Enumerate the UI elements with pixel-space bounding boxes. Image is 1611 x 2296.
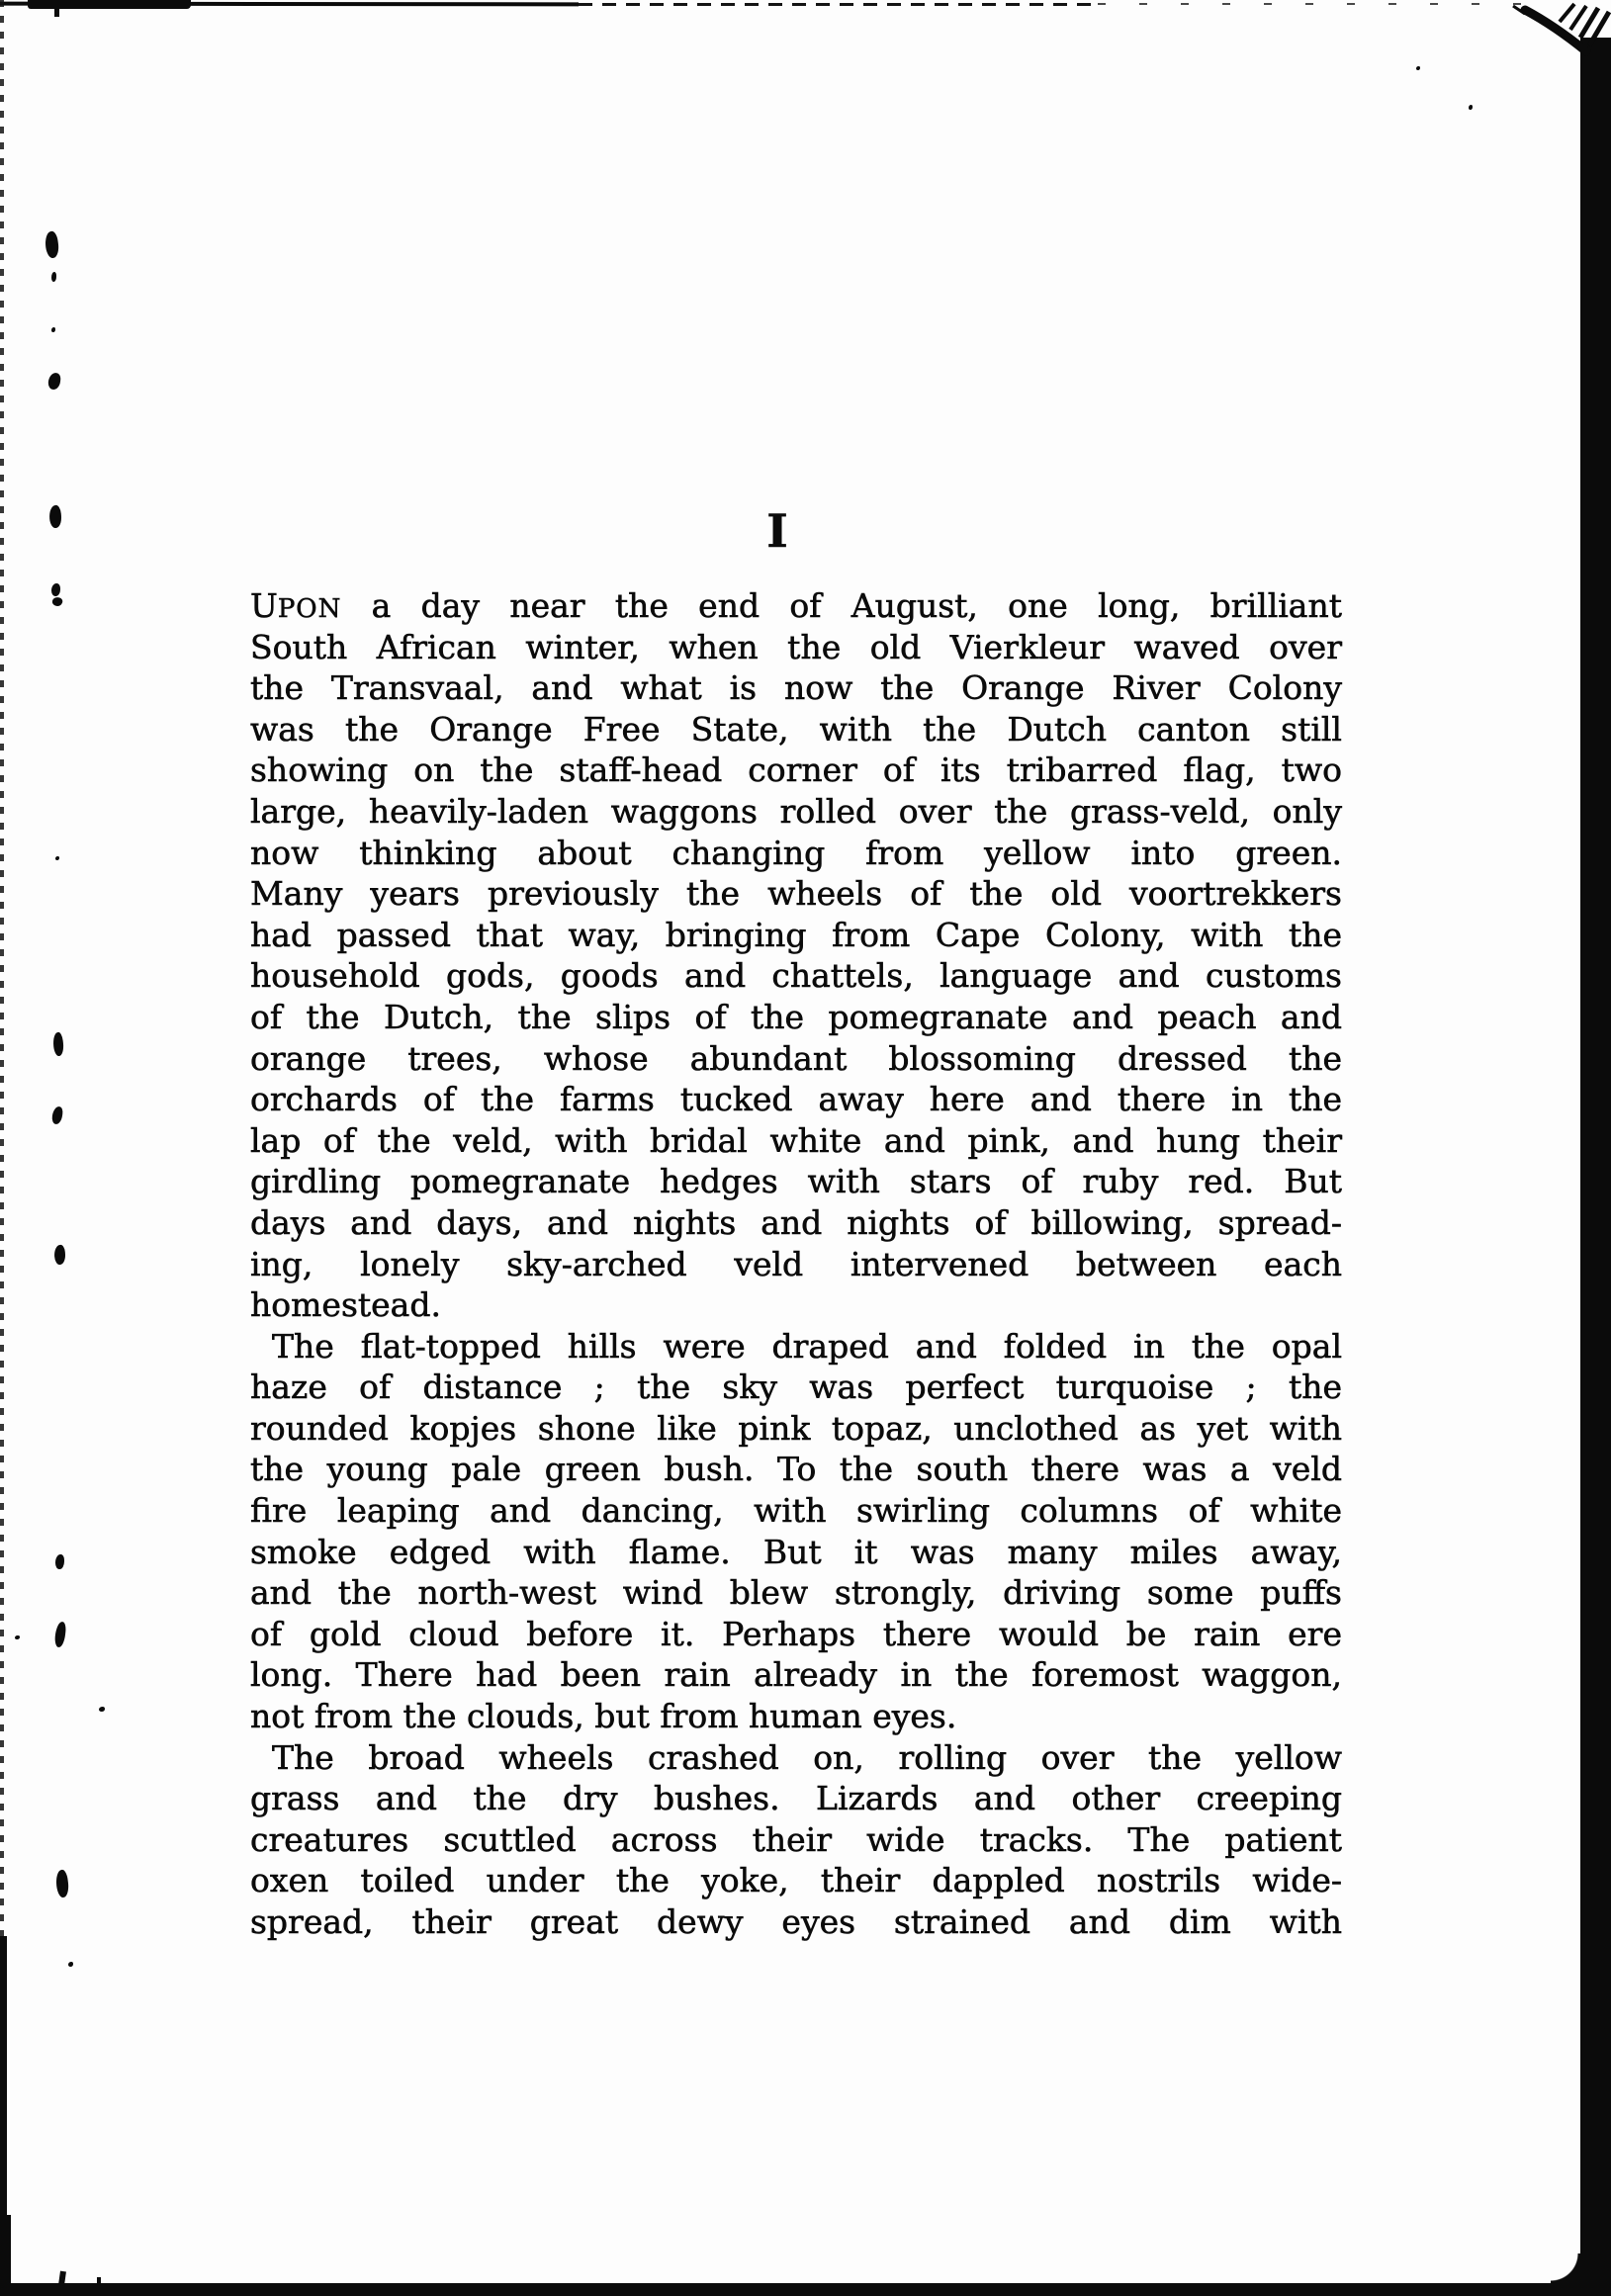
ink-speck	[44, 230, 60, 259]
text-line: and the north-west wind blew strongly, driving some puffs	[250, 1573, 1342, 1613]
scan-bottom-edge-bar	[0, 2283, 1611, 2296]
ink-speck	[47, 372, 61, 390]
text-line: lap of the veld, with bridal white and pink, and hung their	[250, 1120, 1342, 1160]
text-line: South African winter, when the old Vierkleur waved over	[250, 627, 1342, 666]
ink-speck	[1416, 66, 1420, 70]
text-line: haze of distance ; the sky was perfect turquoise ; the	[250, 1368, 1342, 1407]
text-line: fire leaping and dancing, with swirling columns of white	[250, 1491, 1342, 1531]
text-line: orchards of the farms tucked away here and there in the	[250, 1080, 1342, 1119]
text-line: of gold cloud before it. Perhaps there would be rain ere	[250, 1614, 1342, 1653]
ink-speck	[52, 1032, 64, 1057]
scan-top-left-blob	[28, 0, 191, 9]
lead-capital: U	[250, 586, 278, 625]
chapter-number: I	[766, 504, 788, 558]
text-line: smoke edged with flame. But it was many miles away,	[250, 1532, 1342, 1571]
scan-top-edge-specks	[1098, 3, 1523, 5]
text-line: orange trees, whose abundant blossoming dressed the	[250, 1038, 1342, 1078]
ink-speck	[54, 1622, 67, 1648]
text-line: girdling pomegranate hedges with stars of ruby red. But	[250, 1162, 1342, 1201]
scan-left-edge-noise	[0, 0, 4, 1938]
ink-speck	[51, 583, 60, 596]
scan-bottom-right-corner	[1551, 2253, 1580, 2283]
text-line: had passed that way, bringing from Cape Colony, with the	[250, 915, 1342, 954]
lead-small-caps: PON	[277, 594, 342, 624]
text-line: The broad wheels crashed on, rolling over the yellow	[272, 1737, 1342, 1777]
text-line: days and days, and nights and nights of billowing, spread-	[250, 1202, 1342, 1242]
text-line: household gods, goods and chattels, language and customs	[250, 956, 1342, 996]
scan-top-edge-dashes	[579, 3, 1098, 6]
text-line: large, heavily-laden waggons rolled over the grass-veld, only	[250, 791, 1342, 831]
text-line: rounded kopjes shone like pink topaz, unclothed as yet with	[250, 1408, 1342, 1448]
ink-speck	[55, 1554, 64, 1569]
ink-speck	[48, 505, 62, 529]
ink-speck	[51, 596, 63, 608]
ink-speck	[51, 327, 55, 332]
ink-speck	[1469, 105, 1473, 110]
text-line: not from the clouds, but from human eyes.	[250, 1697, 957, 1736]
ink-speck	[68, 1962, 73, 1967]
text-line: the young pale green bush. To the south there was a veld	[250, 1450, 1342, 1489]
scan-bottom-dot	[97, 2277, 101, 2285]
text-line: The flat-topped hills were draped and folded in the opal	[272, 1326, 1342, 1366]
text-line: UPON a day near the end of August, one long, brilliant	[250, 586, 1342, 625]
text-line: spread, their great dewy eyes strained and dim with	[250, 1902, 1342, 1941]
ink-speck	[51, 272, 56, 282]
ink-speck	[53, 1245, 65, 1266]
text-line: of the Dutch, the slips of the pomegranate and peach and	[250, 997, 1342, 1036]
ink-speck	[54, 1869, 69, 1898]
text-line: homestead.	[250, 1285, 441, 1325]
text-line: long. There had been rain already in the foremost waggon,	[250, 1655, 1342, 1695]
ink-speck	[15, 1635, 20, 1639]
text-line: Many years previously the wheels of the old voortrekkers	[250, 874, 1342, 914]
text-line: now thinking about changing from yellow into green.	[250, 833, 1342, 872]
text-line: showing on the staff-head corner of its tribarred flag, two	[250, 751, 1342, 790]
text-line: grass and the dry bushes. Lizards and other creeping	[250, 1779, 1342, 1818]
text-line: the Transvaal, and what is now the Orange River Colony	[250, 668, 1342, 708]
scan-top-left-tick	[54, 2, 59, 17]
scan-right-edge-bar	[1580, 38, 1611, 2296]
text-line: oxen toiled under the yoke, their dappled nostrils wide-	[250, 1861, 1342, 1900]
text-line: ing, lonely sky-arched veld intervened between each	[250, 1244, 1342, 1283]
text-line: was the Orange Free State, with the Dutch canton still	[250, 709, 1342, 749]
ink-speck	[99, 1707, 105, 1712]
ink-speck	[55, 856, 59, 860]
text-block	[250, 585, 1342, 1943]
ink-speck	[51, 1105, 63, 1124]
text-line: creatures scuttled across their wide tracks. The patient	[250, 1819, 1342, 1859]
